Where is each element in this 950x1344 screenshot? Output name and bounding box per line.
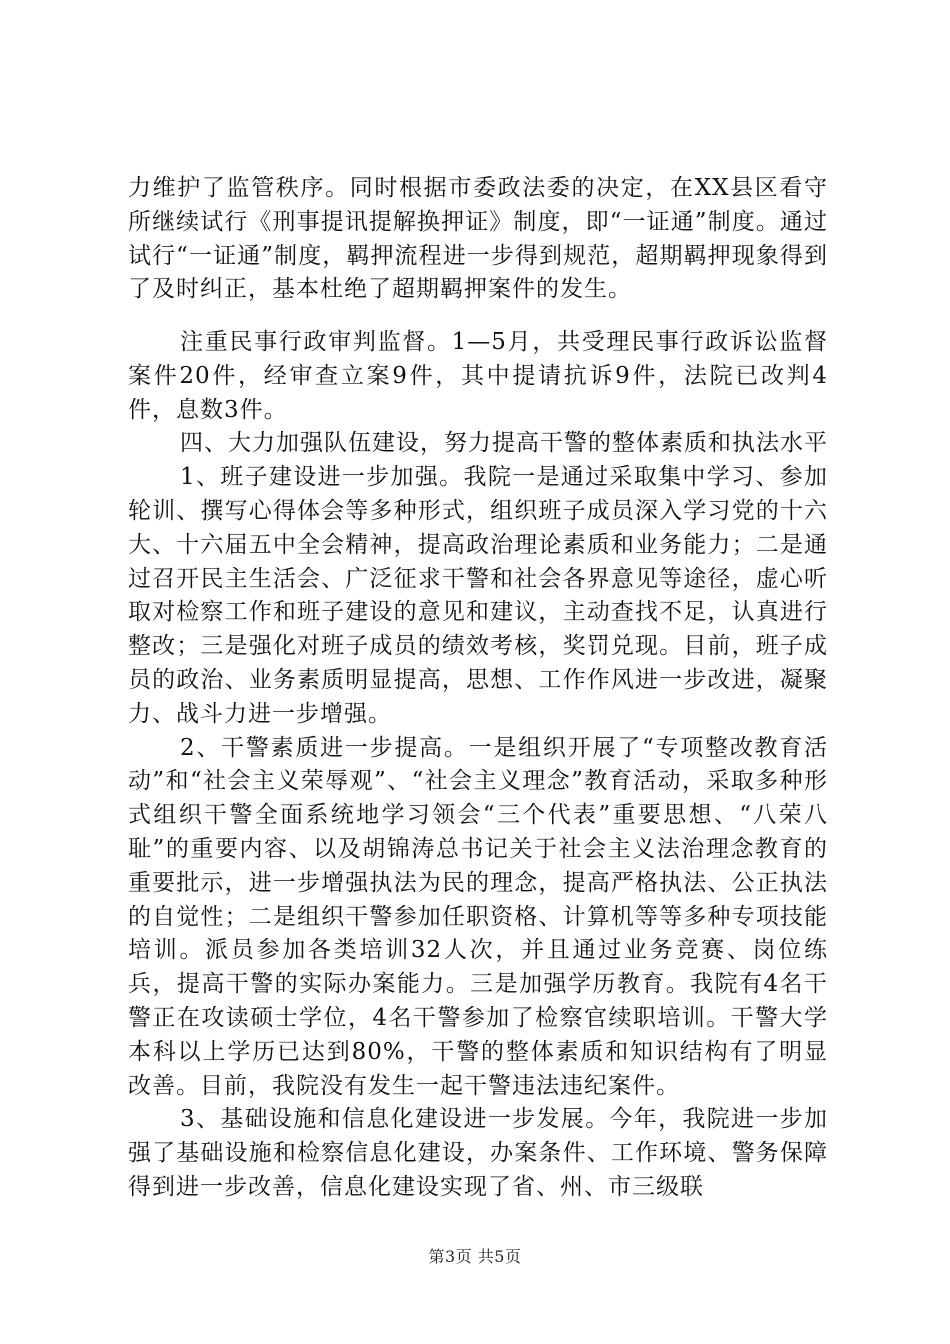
paragraph-leadership-team: 1、班子建设进一步加强。我院一是通过采取集中学习、参加轮训、撰写心得体会等多种形式，组织班子成员深入学习党的十六大、十六届五中全会精神，提高政治理论素质和业务能力；二是通过召开民主生活会、广泛征求干警和社会各界意见等途径，虚心听取对检察工作和班子建设的意见和建议，主动查找不足，认真进行整改；三是强化对班子成员的绩效考核，奖罚兑现。目前，班子成员的政治、业务素质明显提高，思想、工作作风进一步改进，凝聚力、战斗力进一步增强。 xyxy=(128,464,828,727)
text-block-top xyxy=(128,172,828,307)
paragraph-supervision-order: 力维护了监管秩序。同时根据市委政法委的决定，在XX县区看守所继续试行《刑事提讯提解换押证》制度，即“一证通”制度。通过试行“一证通”制度，羁押流程进一步得到规范，超期羁押现象得到了及时纠正，基本杜绝了超期羁押案件的发生。 xyxy=(128,175,828,303)
paragraph-infrastructure: 3、基础设施和信息化建设进一步发展。今年，我院进一步加强了基础设施和检察信息化建设，办案条件、工作环境、警务保障得到进一步改善，信息化建设实现了省、州、市三级联 xyxy=(128,1106,828,1200)
section-heading-team-building: 四、大力加强队伍建设，努力提高干警的整体素质和执法水平 xyxy=(180,430,828,457)
paragraph-staff-quality: 2、干警素质进一步提高。一是组织开展了“专项整改教育活动”和“社会主义荣辱观”、“社会主义理念”教育活动，采取多种形式组织干警全面系统地学习领会“三个代表”重要思想、“八荣八耻”的重要内容、以及胡锦涛总书记关于社会主义法治理念教育的重要批示，进一步增强执法为民的理念，提高严格执法、公正执法的自觉性；二是组织干警参加任职资格、计算机等等多种专项技能培训。派员参加各类培训32人次，并且通过业务竞赛、岗位练兵，提高干警的实际办案能力。三是加强学历教育。我院有4名干警正在攻读硕士学位，4名干警参加了检察官续职培训。干警大学本科以上学历已达到80%，干警的整体素质和知识结构有了明显改善。目前，我院没有发生一起干警违法违纪案件。 xyxy=(128,734,828,1099)
page-number-footer: 第3页 共5页 xyxy=(428,1247,522,1266)
paragraph-civil-administrative-supervision: 注重民事行政审判监督。1—5月，共受理民事行政诉讼监督案件20件，经审查立案9件，其中提请抗诉9件，法院已改判4件，息数3件。 xyxy=(128,329,828,423)
text-block-main xyxy=(128,326,828,1205)
